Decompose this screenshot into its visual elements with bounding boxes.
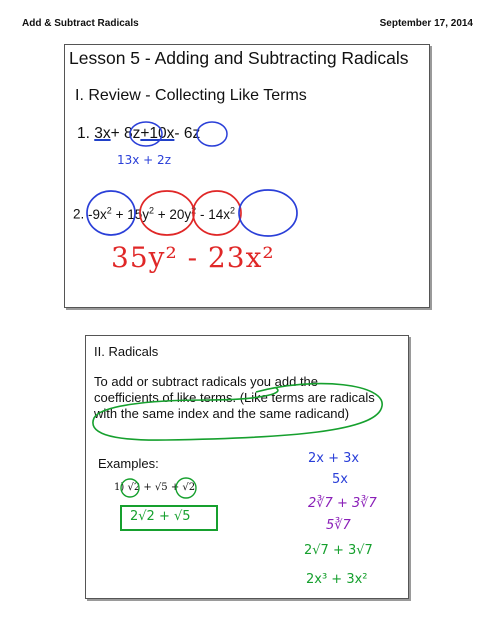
- section-radicals-title: II. Radicals: [94, 344, 159, 359]
- term-15y2: + $15y^2$: [115, 205, 154, 222]
- work-line-1: 2x + 3x: [308, 451, 360, 466]
- problem-1: [77, 125, 200, 143]
- work-line-3: 2∛7 + 3∛7: [308, 496, 377, 511]
- problem-2: [73, 205, 235, 222]
- work-line-2: 5x: [332, 472, 348, 487]
- header-date: September 17, 2014: [379, 18, 473, 29]
- example-1-boxed-answer: 2√2 + √5: [120, 505, 218, 531]
- examples-label: Examples:: [98, 456, 159, 471]
- term-3x: 3x: [94, 125, 111, 142]
- work-line-4: 5∛7: [326, 518, 351, 533]
- radicals-explanation: To add or subtract radicals you add the coefficients of like terms. (Like terms are radicals with the same index and the same radicand): [94, 374, 375, 421]
- circle-6z: [197, 122, 227, 146]
- lesson-panel-radicals: [85, 335, 409, 599]
- example-1: 1) √2 + √5 + √2: [114, 482, 196, 493]
- lesson-title: Lesson 5 - Adding and Subtracting Radicals: [69, 48, 409, 68]
- term-10x: +10x: [140, 125, 175, 142]
- problem-1-number: 1.: [77, 125, 90, 142]
- problem-2-handwritten-answer: 35y² - 23x²: [111, 241, 275, 274]
- term-neg-9x2: $-9x^2$: [88, 205, 112, 222]
- term-8z: + 8z: [110, 125, 141, 142]
- work-line-6: 2x³ + 3x²: [306, 572, 368, 587]
- section-review-title: I. Review - Collecting Like Terms: [75, 87, 307, 104]
- circle-14x2: [239, 190, 297, 236]
- work-line-5: 2√7 + 3√7: [304, 543, 373, 558]
- header-title: Add & Subtract Radicals: [22, 18, 139, 29]
- term-20y2: + $20y^2$: [157, 205, 197, 222]
- term-6z: - 6z: [174, 125, 201, 142]
- problem-2-number: 2.: [73, 206, 85, 222]
- term-14x2: - $14x^2$: [199, 205, 235, 222]
- lesson-panel-review: [64, 44, 430, 308]
- problem-1-handwritten-answer: 13x + 2z: [117, 153, 171, 167]
